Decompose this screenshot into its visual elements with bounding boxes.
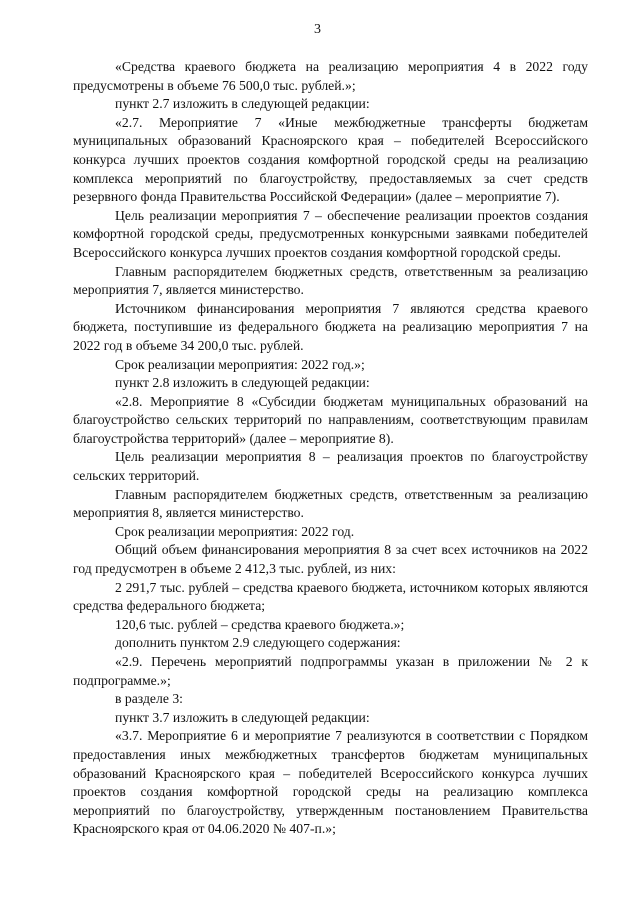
paragraph: 2 291,7 тыс. рублей – средства краевого бюджета, источником которых являются средства федерального бюджета;	[73, 579, 588, 614]
paragraph: Цель реализации мероприятия 8 – реализация проектов по благоустройству сельских территорий.	[73, 449, 588, 484]
paragraph: пункт 2.8 изложить в следующей редакции:	[115, 375, 370, 391]
paragraph: «2.7. Мероприятие 7 «Иные межбюджетные трансферты бюджетам муниципальных образований Красноярского края – победителей Всероссийского конкурса лучших проектов создания комфортной городской среды на реализацию комплекса мероприятий по благоустройству, предоставляемых за счет средств резервного фонда Правительства Российской Федерации» (далее – мероприятие 7).	[73, 114, 588, 205]
page-number: 3	[314, 22, 321, 37]
paragraph: пункт 3.7 изложить в следующей редакции:	[115, 709, 370, 725]
document-body	[73, 58, 588, 839]
paragraph: в разделе 3:	[115, 691, 183, 707]
paragraph: Срок реализации мероприятия: 2022 год.	[115, 523, 355, 539]
paragraph: Источником финансирования мероприятия 7 являются средства краевого бюджета, поступившие из федерального бюджета на реализацию мероприятия 7 на 2022 год в объеме 34 200,0 тыс. рублей.	[73, 300, 588, 353]
paragraph: 120,6 тыс. рублей – средства краевого бюджета.»;	[115, 616, 405, 632]
paragraph: дополнить пунктом 2.9 следующего содержания:	[115, 635, 401, 651]
paragraph: «Средства краевого бюджета на реализацию мероприятия 4 в 2022 году предусмотрены в объеме 76 500,0 тыс. рублей.»;	[73, 59, 588, 93]
paragraph: «3.7. Мероприятие 6 и мероприятие 7 реализуются в соответствии с Порядком предоставления иных межбюджетных трансфертов бюджетам муниципальных образований Красноярского края – победителей Всероссийского конкурса лучших проектов создания комфортной городской среды на реализацию комплекса мероприятий по благоустройству, утвержденным постановлением Правительства Красноярского края от 04.06.2020 № 407-п.»;	[73, 728, 588, 837]
paragraph: пункт 2.7 изложить в следующей редакции:	[115, 96, 370, 112]
paragraph: Цель реализации мероприятия 7 – обеспечение реализации проектов создания комфортной городской среды, предусмотренных конкурсными заявками победителей Всероссийского конкурса лучших проектов создания комфортной городской среды.	[73, 207, 588, 260]
paragraph: Главным распорядителем бюджетных средств, ответственным за реализацию мероприятия 8, является министерство.	[73, 486, 588, 521]
paragraph: Срок реализации мероприятия: 2022 год.»;	[115, 356, 365, 372]
paragraph: «2.8. Мероприятие 8 «Субсидии бюджетам муниципальных образований на благоустройство сельских территорий по направлениям, соответствующим правилам благоустройства территорий» (далее – мероприятие 8).	[73, 393, 588, 446]
paragraph: Общий объем финансирования мероприятия 8 за счет всех источников на 2022 год предусмотрен в объеме 2 412,3 тыс. рублей, из них:	[73, 542, 588, 577]
paragraph: Главным распорядителем бюджетных средств, ответственным за реализацию мероприятия 7, является министерство.	[73, 263, 588, 298]
paragraph: «2.9. Перечень мероприятий подпрограммы указан в приложении № 2 к подпрограмме.»;	[73, 654, 588, 688]
